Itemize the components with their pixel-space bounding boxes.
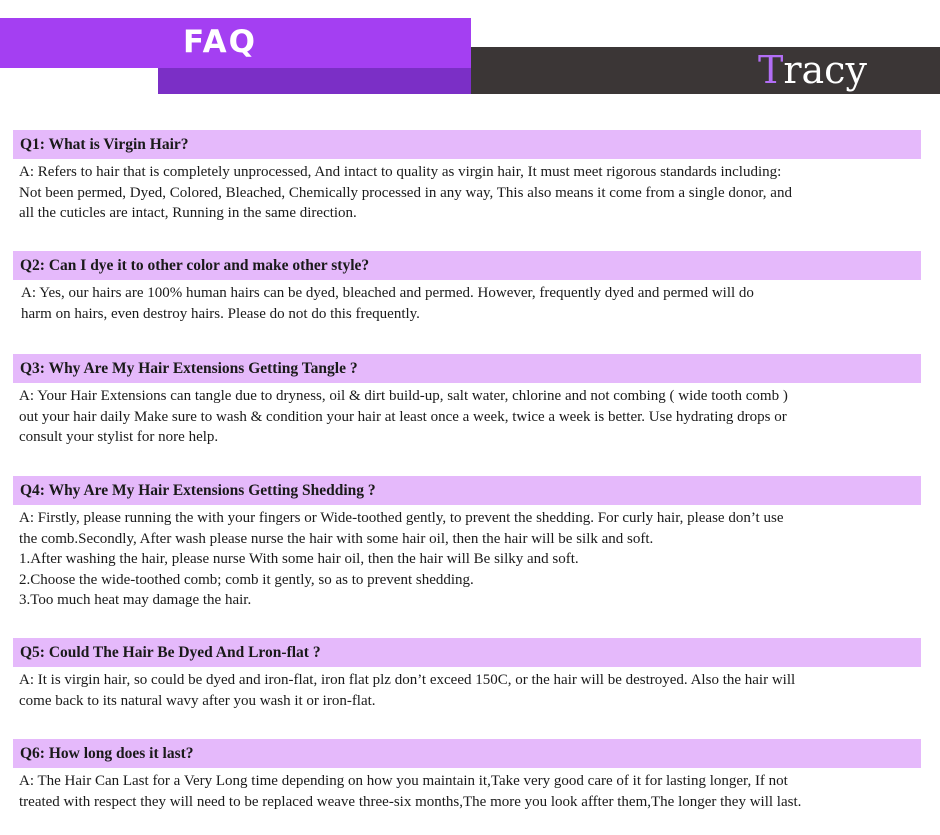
faq-question: Q4: Why Are My Hair Extensions Getting Shedding ? (13, 476, 921, 505)
brand-logo (758, 45, 867, 95)
faq-item-1 (13, 130, 921, 224)
page-title: FAQ (183, 24, 257, 60)
answer-line: Not been permed, Dyed, Colored, Bleached, Chemically processed in any way, This also means it come from a single donor, and (19, 184, 792, 201)
faq-question: Q5: Could The Hair Be Dyed And Lron-flat ? (13, 638, 921, 667)
answer-line: A: Refers to hair that is completely unprocessed, And intact to quality as virgin hair, It must meet rigorous standards including: (19, 164, 782, 180)
faq-answer (13, 768, 921, 812)
answer-line: 3.Too much heat may damage the hair. (19, 592, 252, 608)
answer-line: A: Yes, our hairs are 100% human hairs can be dyed, bleached and permed. However, frequently dyed and permed will do (21, 285, 754, 301)
faq-question: Q3: Why Are My Hair Extensions Getting Tangle ? (13, 354, 921, 383)
answer-line: treated with respect they will need to be replaced weave three-six months,The more you look affter them,The longer they will last. (19, 793, 802, 810)
faq-answer (13, 383, 921, 448)
answer-line: come back to its natural wavy after you wash it or iron-flat. (19, 692, 376, 709)
faq-answer (13, 280, 921, 324)
answer-line: 1.After washing the hair, please nurse With some hair oil, then the hair will Be silky and soft. (19, 551, 579, 567)
faq-item-2 (13, 251, 921, 324)
faq-answer (13, 505, 921, 611)
faq-answer (13, 159, 921, 224)
header-violet-strip (158, 68, 471, 94)
faq-question: Q2: Can I dye it to other color and make other style? (13, 251, 921, 280)
faq-question: Q1: What is Virgin Hair? (13, 130, 921, 159)
brand-name-rest: racy (783, 48, 867, 92)
answer-line: the comb.Secondly, After wash please nurse the hair with some hair oil, then the hair will be silk and soft. (19, 530, 654, 547)
faq-header (0, 0, 940, 100)
brand-initial: T (758, 48, 784, 92)
answer-line: all the cuticles are intact, Running in the same direction. (19, 205, 357, 221)
answer-line: A: Firstly, please running the with your fingers or Wide-toothed gently, to prevent the shedding. For curly hair, please don’t use (19, 510, 784, 526)
answer-line: consult your stylist for nore help. (19, 429, 219, 445)
answer-line: 2.Choose the wide-toothed comb; comb it gently, so as to prevent shedding. (19, 571, 474, 588)
faq-item-5 (13, 638, 921, 711)
faq-answer (13, 667, 921, 711)
answer-line: A: Your Hair Extensions can tangle due to dryness, oil & dirt build-up, salt water, chlorine and not combing ( wide tooth comb ) (19, 388, 788, 404)
faq-item-3 (13, 354, 921, 448)
answer-line: harm on hairs, even destroy hairs. Please do not do this frequently. (21, 305, 420, 322)
faq-item-6 (13, 739, 921, 812)
answer-line: out your hair daily Make sure to wash & condition your hair at least once a week, twice a week is better. Use hydrating drops or (19, 408, 787, 425)
faq-question: Q6: How long does it last? (13, 739, 921, 768)
answer-line: A: It is virgin hair, so could be dyed and iron-flat, iron flat plz don’t exceed 150C, or the hair will be destroyed. Also the hair will (19, 672, 796, 688)
answer-line: A: The Hair Can Last for a Very Long time depending on how you maintain it,Take very good care of it for lasting longer, If not (19, 773, 788, 789)
faq-item-4 (13, 476, 921, 611)
